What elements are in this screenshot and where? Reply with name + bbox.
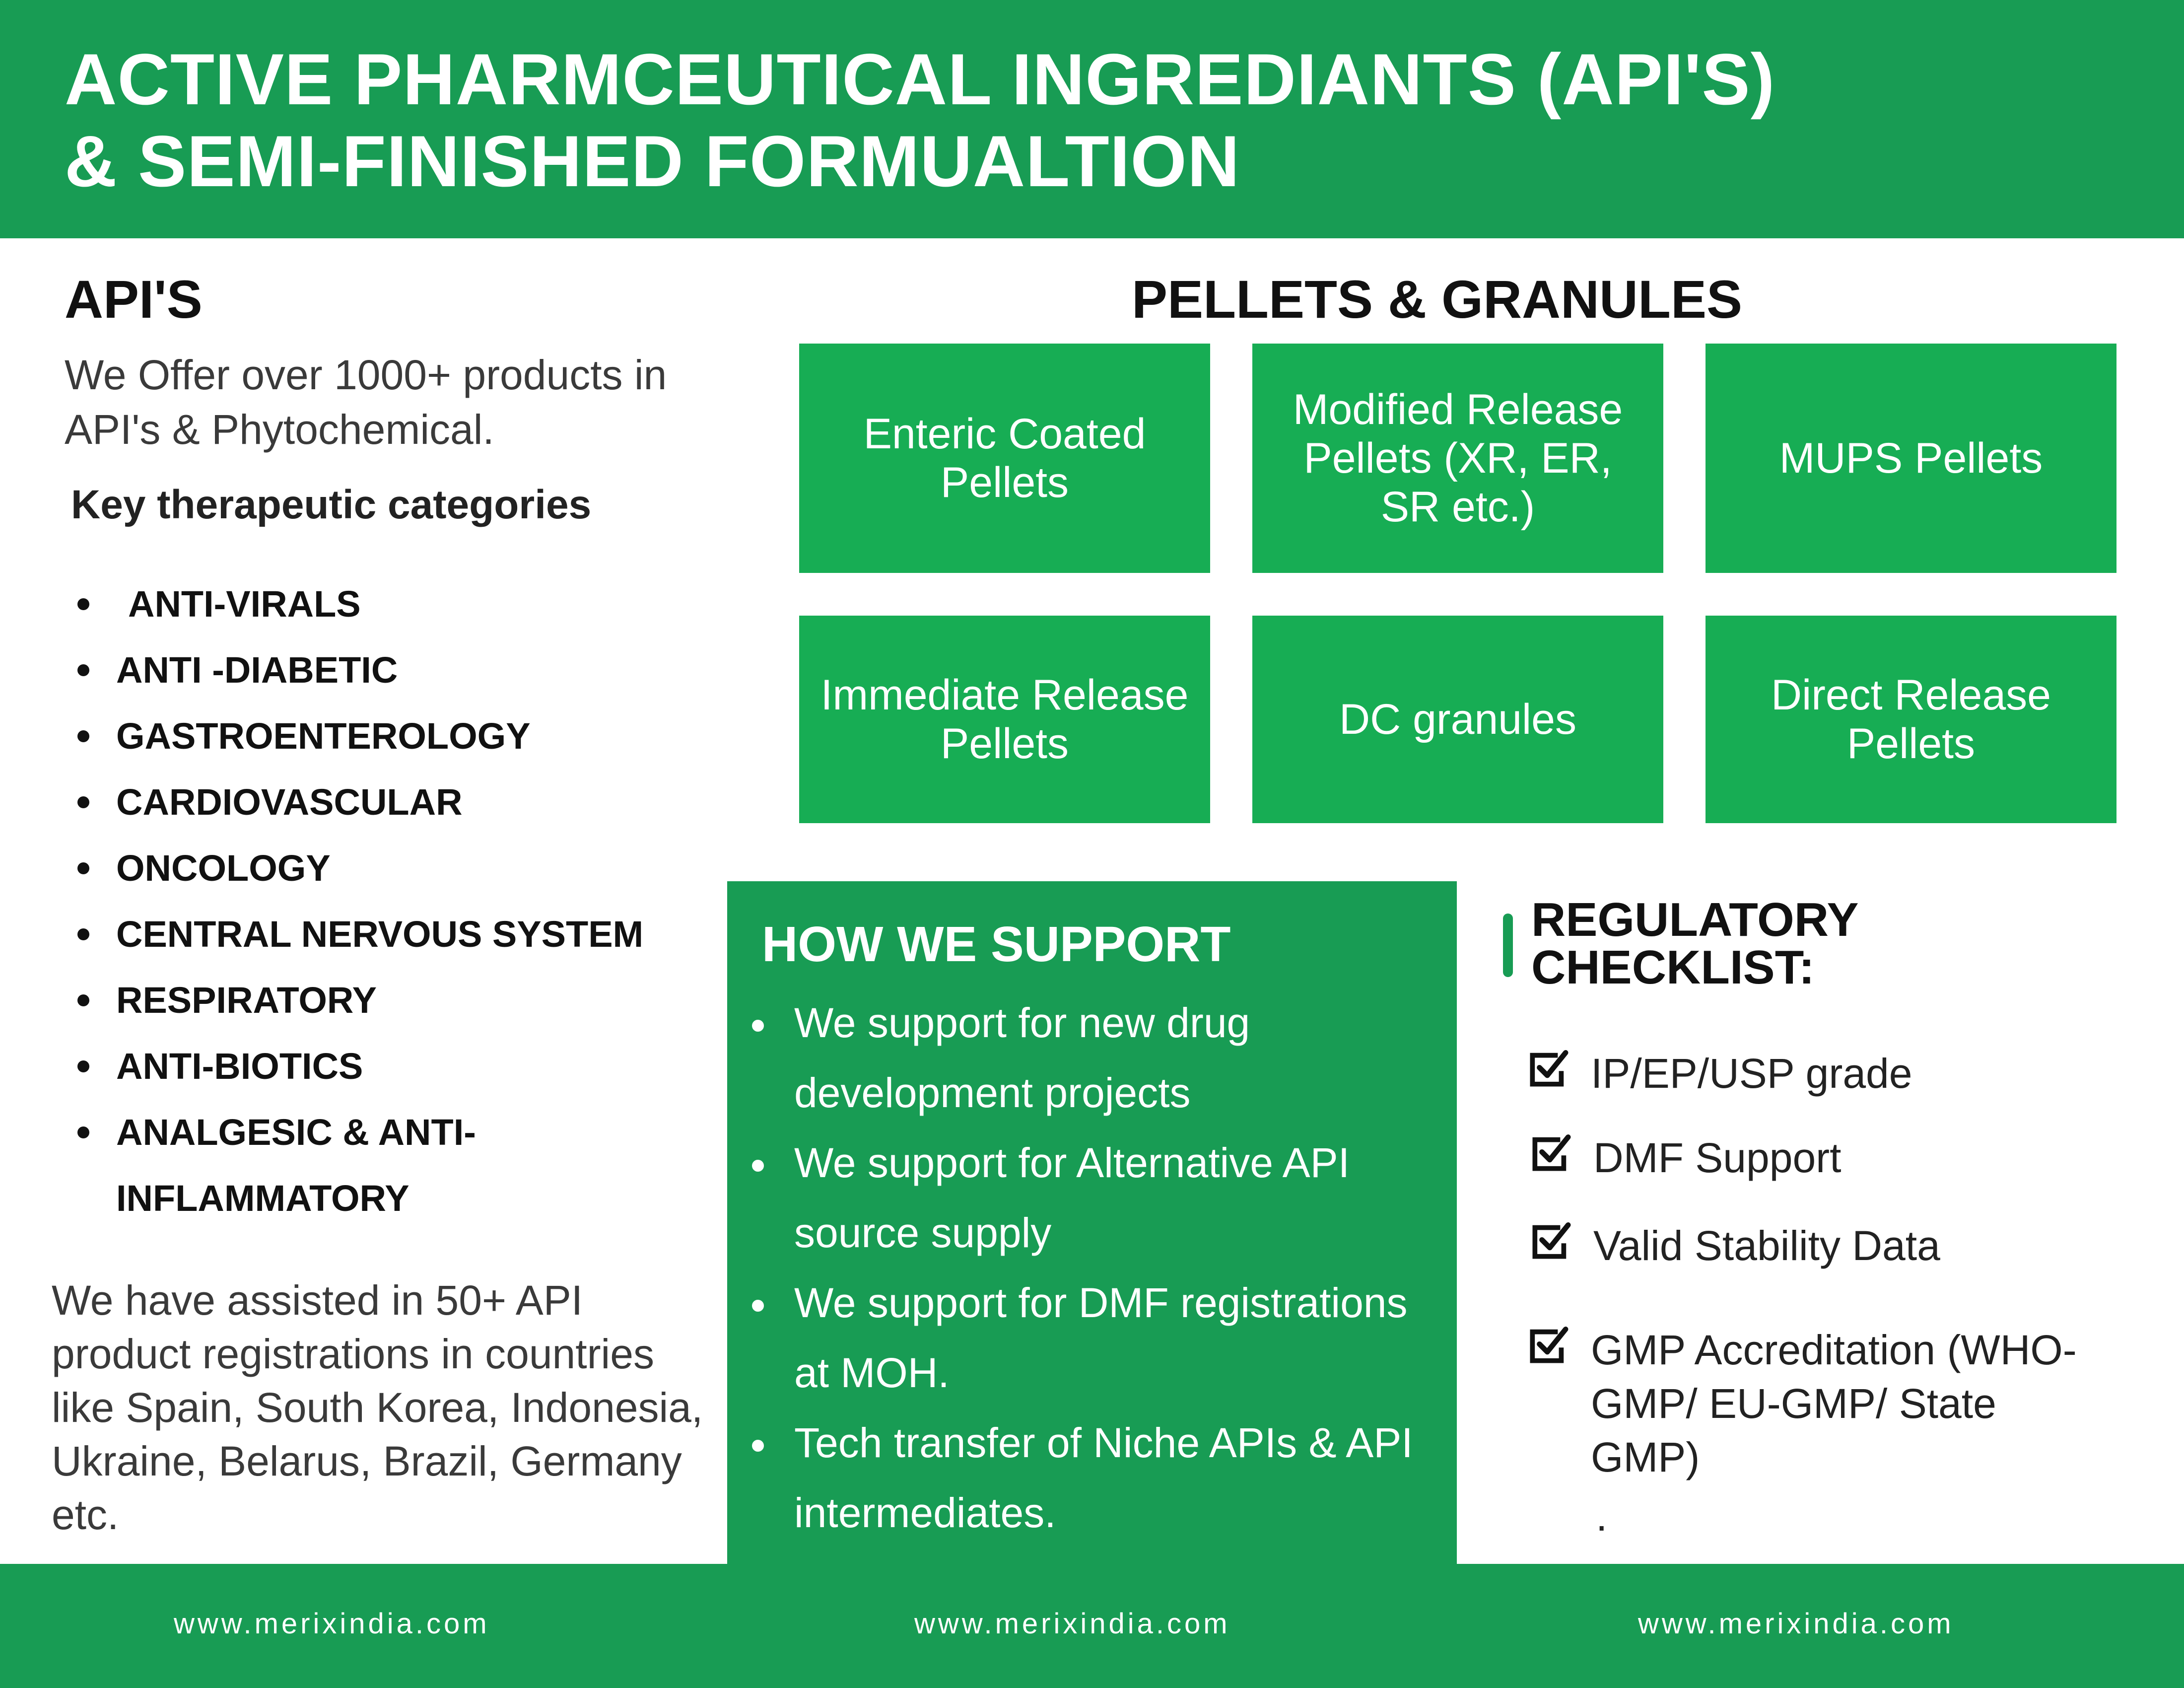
- checklist-label: GMP Accreditation (WHO-GMP/ EU-GMP/ State GMP): [1591, 1327, 2077, 1480]
- support-item: [752, 988, 1447, 1128]
- pellet-tile: Direct Release Pellets: [1706, 616, 2116, 823]
- support-label: We support for new drug development projects: [794, 999, 1250, 1116]
- bullet-dot: [77, 1060, 89, 1072]
- bullet-dot: [752, 1020, 764, 1032]
- support-label: We support for Alternative API source supply: [794, 1139, 1350, 1256]
- category-label: CENTRAL NERVOUS SYSTEM: [116, 914, 644, 955]
- pellets-heading: PELLETS & GRANULES: [1132, 269, 1743, 329]
- category-item: [74, 967, 734, 1033]
- category-list: [74, 571, 734, 1231]
- page-title-line-1: ACTIVE PHARMCEUTICAL INGREDIANTS (API'S): [65, 39, 1775, 120]
- checkbox-checked-icon: [1529, 1131, 1572, 1175]
- website-link[interactable]: www.merixindia.com: [174, 1608, 490, 1640]
- checkbox-checked-icon: [1529, 1219, 1572, 1263]
- category-label: ANTI-BIOTICS: [116, 1046, 363, 1087]
- category-label: ANALGESIC & ANTI-INFLAMMATORY: [116, 1112, 476, 1219]
- pellet-tile: DC granules: [1252, 616, 1663, 823]
- support-list: [752, 988, 1447, 1548]
- bullet-dot: [77, 862, 89, 874]
- category-item: [74, 1099, 734, 1231]
- checklist-label: DMF Support: [1593, 1134, 1842, 1181]
- bullet-dot: [77, 730, 89, 742]
- support-item: [752, 1408, 1447, 1548]
- pellet-tile: Enteric Coated Pellets: [799, 344, 1210, 573]
- category-label: ONCOLOGY: [116, 847, 331, 889]
- checklist-item: [1526, 1047, 2147, 1100]
- regulatory-heading: REGULATORY CHECKLIST:: [1531, 893, 1858, 994]
- pellet-tile: MUPS Pellets: [1706, 344, 2116, 573]
- bullet-dot: [752, 1440, 764, 1452]
- website-link[interactable]: www.merixindia.com: [1638, 1608, 1954, 1640]
- checklist-item: [1526, 1323, 2147, 1484]
- category-item: [74, 835, 734, 901]
- pellet-tile: Modified Release Pellets (XR, ER, SR etc.): [1252, 344, 1663, 573]
- support-item: [752, 1268, 1447, 1408]
- category-item: [74, 901, 734, 967]
- category-item: [74, 769, 734, 835]
- categories-heading: Key therapeutic categories: [71, 482, 592, 527]
- support-heading: HOW WE SUPPORT: [762, 916, 1231, 972]
- checklist-item: [1529, 1131, 2149, 1185]
- category-label: RESPIRATORY: [116, 980, 377, 1021]
- trailing-period: .: [1596, 1493, 1608, 1540]
- bullet-dot: [77, 1126, 89, 1138]
- support-label: Tech transfer of Niche APIs & API intermediates.: [794, 1419, 1413, 1536]
- bullet-dot: [77, 928, 89, 940]
- bullet-dot: [77, 664, 89, 676]
- category-label: ANTI-VIRALS: [128, 583, 361, 625]
- website-link[interactable]: www.merixindia.com: [914, 1608, 1230, 1640]
- bullet-dot: [77, 598, 89, 610]
- category-label: CARDIOVASCULAR: [116, 781, 463, 823]
- checklist-label: IP/EP/USP grade: [1591, 1050, 1912, 1097]
- pellet-tile: Immediate Release Pellets: [799, 616, 1210, 823]
- category-item: [74, 703, 734, 769]
- bullet-dot: [752, 1160, 764, 1172]
- support-item: [752, 1128, 1447, 1268]
- apis-intro: We Offer over 1000+ products in API's & Phytochemical.: [65, 352, 667, 453]
- support-label: We support for DMF registrations at MOH.: [794, 1279, 1408, 1396]
- bullet-dot: [77, 796, 89, 808]
- checklist-item: [1529, 1219, 2149, 1272]
- category-item: [74, 1033, 734, 1099]
- page-title-line-2: & SEMI-FINISHED FORMUALTION: [65, 121, 1240, 202]
- category-item: [74, 637, 734, 703]
- checklist-label: Valid Stability Data: [1593, 1222, 1940, 1269]
- bullet-dot: [77, 994, 89, 1006]
- registrations-summary: We have assisted in 50+ API product registrations in countries like Spain, South Korea, Indonesia, Ukraine, Belarus, Brazil, Germany etc.: [52, 1277, 703, 1538]
- accent-bar: [1503, 914, 1513, 977]
- category-label: GASTROENTEROLOGY: [116, 715, 531, 757]
- bullet-dot: [752, 1300, 764, 1312]
- category-label: ANTI -DIABETIC: [116, 649, 398, 691]
- apis-heading: API'S: [65, 269, 203, 329]
- checkbox-checked-icon: [1526, 1323, 1570, 1367]
- category-item: [74, 571, 734, 637]
- checkbox-checked-icon: [1526, 1047, 1570, 1090]
